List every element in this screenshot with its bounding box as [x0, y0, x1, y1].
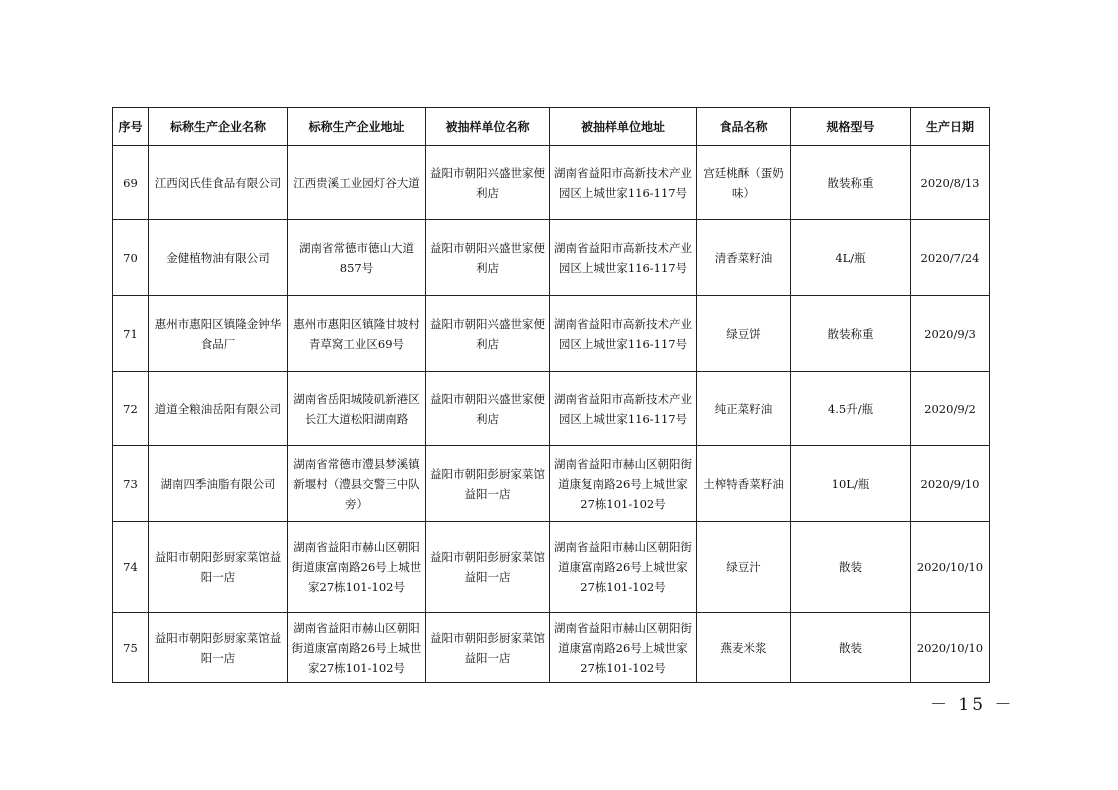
table-row: [113, 220, 990, 296]
producer-name-cell: 道道全粮油岳阳有限公司: [149, 372, 288, 446]
producer-address-cell: 湖南省常德市澧县梦溪镇新堰村（澧县交警三中队旁）: [288, 446, 426, 522]
production-date-cell: 2020/9/10: [911, 446, 990, 522]
producer-address-cell: 惠州市惠阳区镇隆甘坡村青草窝工业区69号: [288, 296, 426, 372]
serial-number-cell: 69: [113, 146, 149, 220]
production-date-cell: 2020/9/3: [911, 296, 990, 372]
serial-number-cell: 75: [113, 613, 149, 683]
producer-address-cell: 湖南省岳阳城陵矶新港区长江大道松阳湖南路: [288, 372, 426, 446]
header-cell: 食品名称: [697, 108, 791, 146]
header-cell: 被抽样单位地址: [550, 108, 697, 146]
producer-name-cell: 湖南四季油脂有限公司: [149, 446, 288, 522]
spec-cell: 10L/瓶: [791, 446, 911, 522]
producer-address-cell: 江西贵溪工业园灯谷大道: [288, 146, 426, 220]
food-name-cell: 绿豆汁: [697, 522, 791, 613]
spec-cell: 4.5升/瓶: [791, 372, 911, 446]
sampled-address-cell: 湖南省益阳市赫山区朝阳街道康复南路26号上城世家27栋101-102号: [550, 446, 697, 522]
food-name-cell: 纯正菜籽油: [697, 372, 791, 446]
spec-cell: 散装: [791, 613, 911, 683]
production-date-cell: 2020/8/13: [911, 146, 990, 220]
page-number: － 15 －: [930, 695, 1015, 715]
sampling-results-table: [112, 107, 990, 683]
sampled-unit-cell: 益阳市朝阳彭厨家菜馆益阳一店: [426, 613, 550, 683]
producer-address-cell: 湖南省益阳市赫山区朝阳街道康富南路26号上城世家27栋101-102号: [288, 522, 426, 613]
header-cell: 标称生产企业名称: [149, 108, 288, 146]
spec-cell: 散装称重: [791, 296, 911, 372]
food-name-cell: 绿豆饼: [697, 296, 791, 372]
production-date-cell: 2020/9/2: [911, 372, 990, 446]
header-cell: 序号: [113, 108, 149, 146]
sampled-unit-cell: 益阳市朝阳兴盛世家便利店: [426, 372, 550, 446]
food-name-cell: 宫廷桃酥（蛋奶味）: [697, 146, 791, 220]
producer-name-cell: 惠州市惠阳区镇隆金钟华食品厂: [149, 296, 288, 372]
table-row: [113, 522, 990, 613]
table-row: [113, 296, 990, 372]
sampled-address-cell: 湖南省益阳市高新技术产业园区上城世家116-117号: [550, 296, 697, 372]
header-cell: 规格型号: [791, 108, 911, 146]
spec-cell: 散装称重: [791, 146, 911, 220]
sampled-address-cell: 湖南省益阳市高新技术产业园区上城世家116-117号: [550, 146, 697, 220]
table-header-row: [113, 108, 990, 146]
serial-number-cell: 72: [113, 372, 149, 446]
sampled-unit-cell: 益阳市朝阳彭厨家菜馆益阳一店: [426, 522, 550, 613]
production-date-cell: 2020/7/24: [911, 220, 990, 296]
sampled-address-cell: 湖南省益阳市赫山区朝阳街道康富南路26号上城世家27栋101-102号: [550, 522, 697, 613]
serial-number-cell: 74: [113, 522, 149, 613]
table-row: [113, 372, 990, 446]
food-name-cell: 清香菜籽油: [697, 220, 791, 296]
food-name-cell: 土榨特香菜籽油: [697, 446, 791, 522]
producer-address-cell: 湖南省益阳市赫山区朝阳街道康富南路26号上城世家27栋101-102号: [288, 613, 426, 683]
production-date-cell: 2020/10/10: [911, 522, 990, 613]
producer-address-cell: 湖南省常德市德山大道857号: [288, 220, 426, 296]
header-cell: 生产日期: [911, 108, 990, 146]
sampled-unit-cell: 益阳市朝阳兴盛世家便利店: [426, 146, 550, 220]
header-cell: 标称生产企业地址: [288, 108, 426, 146]
spec-cell: 散装: [791, 522, 911, 613]
producer-name-cell: 益阳市朝阳彭厨家菜馆益阳一店: [149, 522, 288, 613]
serial-number-cell: 73: [113, 446, 149, 522]
table-row: [113, 146, 990, 220]
sampled-address-cell: 湖南省益阳市赫山区朝阳街道康富南路26号上城世家27栋101-102号: [550, 613, 697, 683]
table-row: [113, 446, 990, 522]
producer-name-cell: 益阳市朝阳彭厨家菜馆益阳一店: [149, 613, 288, 683]
table-row: [113, 613, 990, 683]
production-date-cell: 2020/10/10: [911, 613, 990, 683]
producer-name-cell: 金健植物油有限公司: [149, 220, 288, 296]
serial-number-cell: 71: [113, 296, 149, 372]
sampled-unit-cell: 益阳市朝阳兴盛世家便利店: [426, 296, 550, 372]
sampled-unit-cell: 益阳市朝阳彭厨家菜馆益阳一店: [426, 446, 550, 522]
serial-number-cell: 70: [113, 220, 149, 296]
sampled-address-cell: 湖南省益阳市高新技术产业园区上城世家116-117号: [550, 372, 697, 446]
spec-cell: 4L/瓶: [791, 220, 911, 296]
food-name-cell: 燕麦米浆: [697, 613, 791, 683]
sampled-unit-cell: 益阳市朝阳兴盛世家便利店: [426, 220, 550, 296]
producer-name-cell: 江西闵氏佳食品有限公司: [149, 146, 288, 220]
header-cell: 被抽样单位名称: [426, 108, 550, 146]
sampled-address-cell: 湖南省益阳市高新技术产业园区上城世家116-117号: [550, 220, 697, 296]
